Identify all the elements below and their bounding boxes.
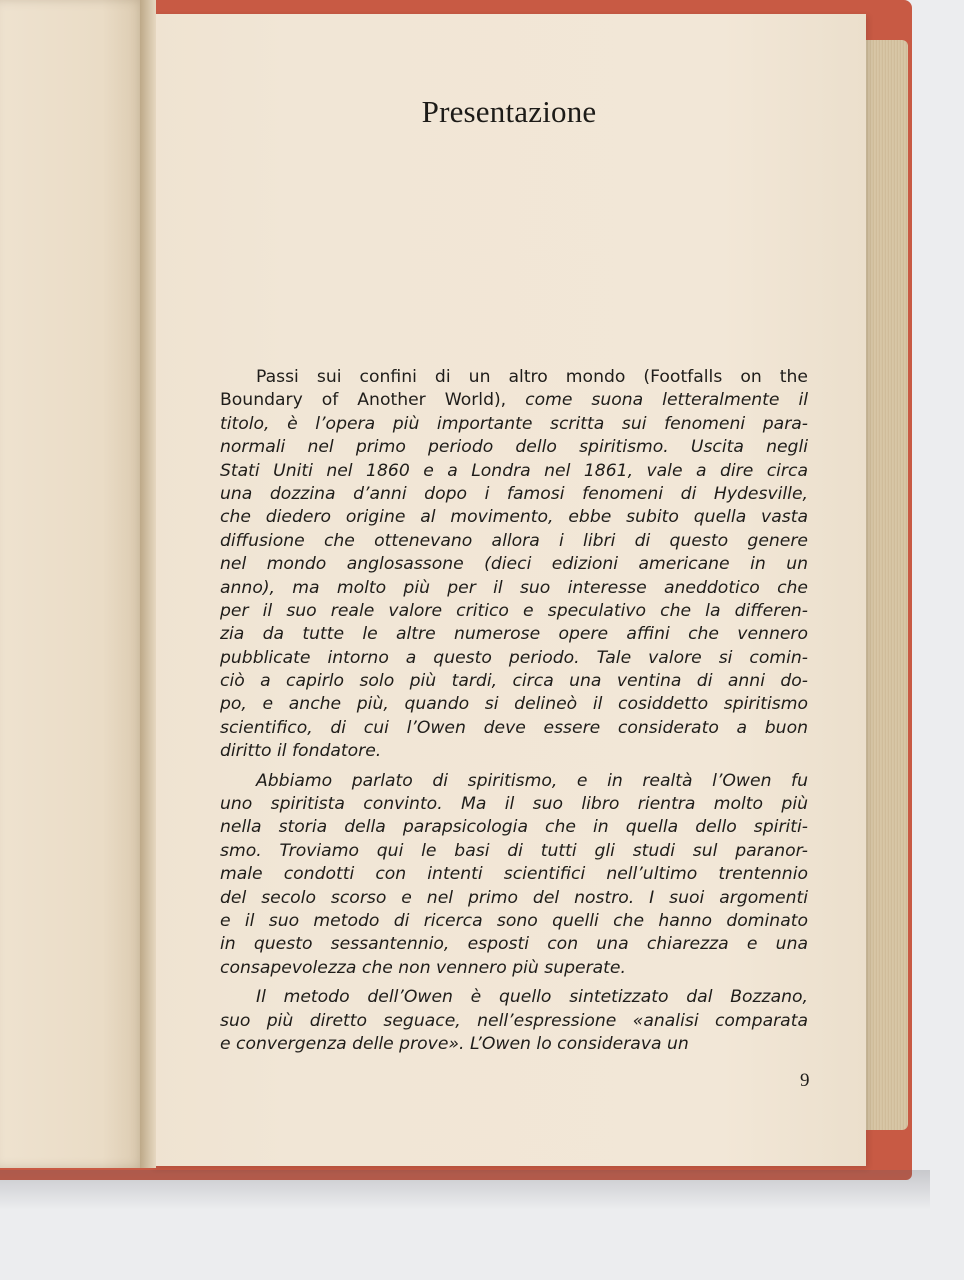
text-line xyxy=(220,770,808,793)
left-page xyxy=(0,0,146,1168)
italic-text: e convergenza delle prove». L’Owen lo considerava un xyxy=(220,1033,689,1054)
text-line xyxy=(220,460,808,483)
text-line xyxy=(220,600,808,623)
text-line xyxy=(220,933,808,956)
italic-text: male condotti con intenti scientifici nell’ultimo trentennio xyxy=(220,864,808,885)
italic-text: che diedero origine al movimento, ebbe subito quella vasta xyxy=(220,507,808,528)
text-line xyxy=(220,793,808,816)
text-line xyxy=(220,413,808,436)
text-line xyxy=(220,530,808,553)
italic-text: Stati Uniti nel 1860 e a Londra nel 1861, vale a dire circa xyxy=(220,460,808,481)
italic-text: suo più diretto seguace, nell’espressione «analisi comparata xyxy=(220,1010,808,1031)
paragraph xyxy=(220,986,808,1056)
text-line xyxy=(220,1010,808,1033)
paragraph xyxy=(220,366,808,764)
text-line xyxy=(220,717,808,740)
text-line xyxy=(220,986,808,1009)
page-number: 9 xyxy=(800,1070,810,1091)
text-line xyxy=(220,670,808,693)
italic-text: Abbiamo parlato di spiritismo, e in realtà l’Owen fu xyxy=(256,770,808,791)
text-line xyxy=(220,483,808,506)
italic-text: come suona letteralmente il xyxy=(525,390,808,411)
italic-text: nel mondo anglosassone (dieci edizioni americane in un xyxy=(220,554,808,575)
text-line xyxy=(220,553,808,576)
italic-text: uno spiritista convinto. Ma il suo libro rientra molto più xyxy=(220,794,808,815)
text-line xyxy=(220,840,808,863)
text-line xyxy=(220,816,808,839)
italic-text: anno), ma molto più per il suo interesse aneddotico che xyxy=(220,577,808,598)
text-line xyxy=(220,647,808,670)
italic-text: consapevolezza che non vennero più superate. xyxy=(220,957,626,978)
italic-text: Il metodo dell’Owen è quello sintetizzato dal Bozzano, xyxy=(256,987,808,1008)
body-text xyxy=(220,366,808,1056)
italic-text: in questo sessantennio, esposti con una chiarezza e una xyxy=(220,934,808,955)
text-line xyxy=(220,366,808,389)
upright-text: Boundary of Another World), xyxy=(220,390,526,411)
text-line xyxy=(220,910,808,933)
text-line xyxy=(220,1033,808,1056)
italic-text: e il suo metodo di ricerca sono quelli che hanno dominato xyxy=(220,910,808,931)
page-edges xyxy=(860,40,908,1130)
upright-text: Passi sui confini di un altro mondo (Footfalls on the xyxy=(256,367,808,387)
text-line xyxy=(220,577,808,600)
text-line xyxy=(220,887,808,910)
text-line xyxy=(220,740,808,763)
italic-text: titolo, è l’opera più importante scritta sui fenomeni para- xyxy=(220,413,808,434)
text-line xyxy=(220,389,808,412)
italic-text: diritto il fondatore. xyxy=(220,741,382,762)
italic-text: zia da tutte le altre numerose opere affini che vennero xyxy=(220,624,808,645)
italic-text: del secolo scorso e nel primo del nostro. I suoi argomenti xyxy=(220,887,808,908)
italic-text: po, e anche più, quando si delineò il cosiddetto spiritismo xyxy=(220,694,808,715)
book-gutter xyxy=(140,0,156,1168)
text-line xyxy=(220,863,808,886)
italic-text: nella storia della parapsicologia che in quella dello spiriti- xyxy=(220,817,808,838)
text-line xyxy=(220,957,808,980)
italic-text: una dozzina d’anni dopo i famosi fenomeni di Hydesville, xyxy=(220,483,808,504)
italic-text: per il suo reale valore critico e speculativo che la differen- xyxy=(220,600,808,621)
paragraph xyxy=(220,770,808,981)
italic-text: smo. Troviamo qui le basi di tutti gli studi sul paranor- xyxy=(220,840,808,861)
italic-text: pubblicate intorno a questo periodo. Tale valore si comin- xyxy=(220,647,808,668)
italic-text: ciò a capirlo solo più tardi, circa una ventina di anni do- xyxy=(220,671,808,692)
italic-text: scientifico, di cui l’Owen deve essere considerato a buon xyxy=(220,717,808,738)
text-line xyxy=(220,506,808,529)
text-line xyxy=(220,693,808,716)
page-title: Presentazione xyxy=(421,94,597,129)
italic-text: diffusione che ottenevano allora i libri di questo genere xyxy=(220,530,808,551)
text-line xyxy=(220,436,808,459)
book-shadow xyxy=(0,1170,930,1210)
italic-text: normali nel primo periodo dello spiritismo. Uscita negli xyxy=(220,437,808,458)
text-line xyxy=(220,623,808,646)
